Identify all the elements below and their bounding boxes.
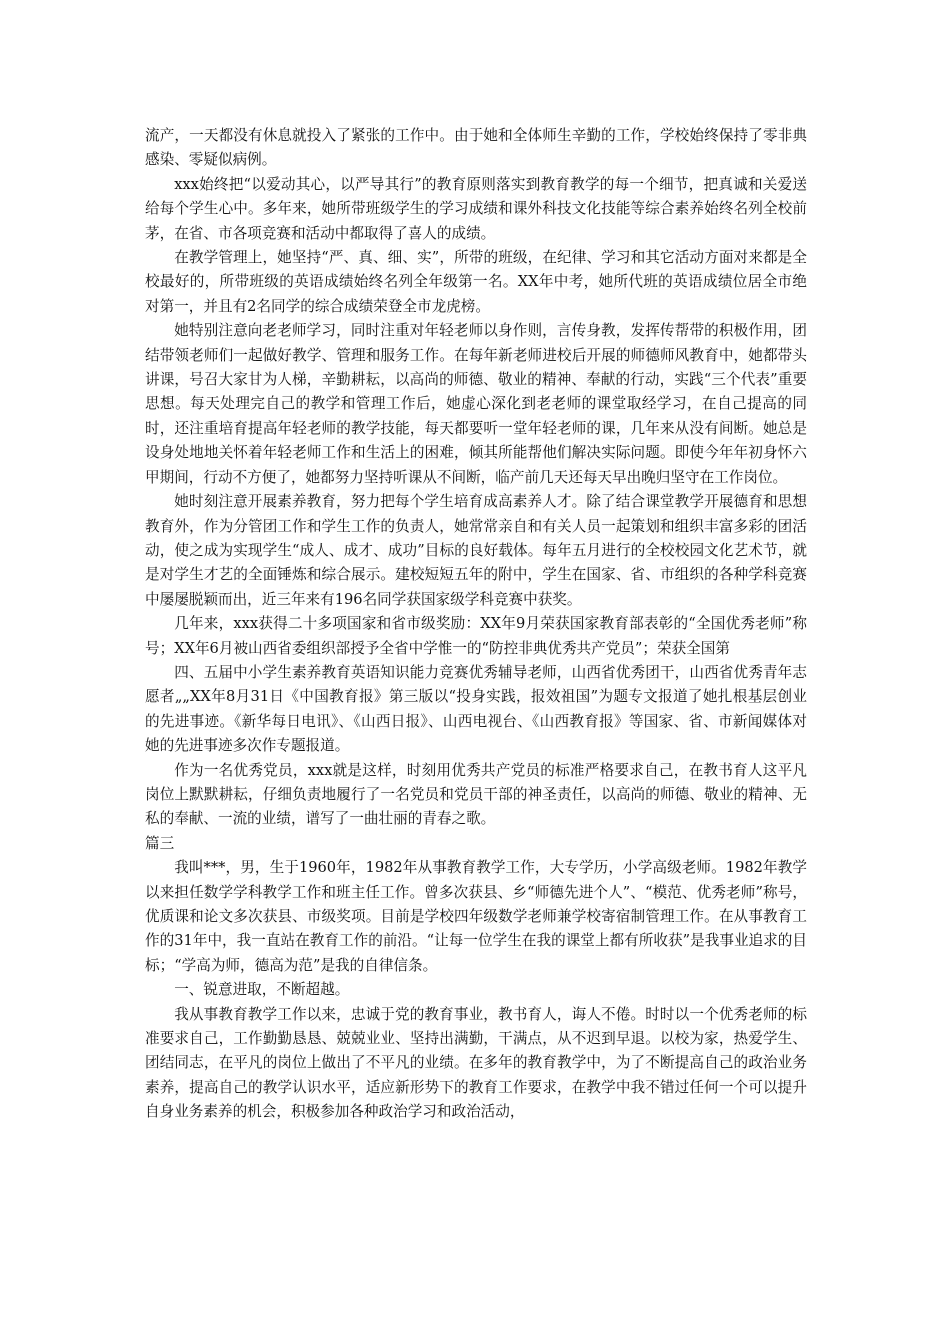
paragraph-3: 在教学管理上，她坚持“严、真、细、实”，所带的班级，在纪律、学习和其它活动方面对来都是全校最好的，所带班级的英语成绩始终名列全年级第一名。XX年中考，她所代班的英语成绩位居全市绝对第一，并且有2名同学的综合成绩荣登全市龙虎榜。: [145, 249, 807, 315]
paragraph-5: 她时刻注意开展素养教育，努力把每个学生培育成高素养人才。除了结合课堂教学开展德育和思想教育外，作为分管团工作和学生工作的负责人，她常常亲自和有关人员一起策划和组织丰富多彩的团活动，使之成为实现学生“成人、成才、成功”目标的良好载体。每年五月进行的全校校园文化艺术节，就是对学生才艺的全面锤炼和综合展示。建校短短五年的附中，学生在国家、省、市组织的各种学科竞赛中屡屡脱颖而出，近三年来有196名同学获国家级学科竞赛中获奖。: [145, 493, 807, 608]
paragraph-8: 作为一名优秀党员，xxx就是这样，时刻用优秀共产党员的标准严格要求自己，在教书育人这平凡岗位上默默耕耘，仔细负责地履行了一名党员和党员干部的神圣责任，以高尚的师德、敬业的精神、无私的奉献、一流的业绩，谱写了一曲壮丽的青春之歌。: [145, 761, 807, 828]
document-body: [145, 124, 807, 1125]
paragraph-10: 我从事教育教学工作以来，忠诚于党的教育事业，教书育人，诲人不倦。时时以一个优秀老师的标准要求自己，工作勤勤恳恳、兢兢业业、坚持出满勤，干满点，从不迟到早退。以校为家，热爱学生、团结同志，在平凡的岗位上做出了不平凡的业绩。在多年的教育教学中，为了不断提高自己的政治业务素养，提高自己的教学认识水平，适应新形势下的教育工作要求，在教学中我不错过任何一个可以提升自身业务素养的机会，积极参加各种政治学习和政治活动，: [145, 1005, 807, 1121]
section-heading: 篇三: [145, 834, 175, 852]
paragraph-2: xxx始终把“以爱动其心，以严导其行”的教育原则落实到教育教学的每一个细节，把真诚和关爱送给每个学生心中。多年来，她所带班级学生的学习成绩和课外科技文化技能等综合素养始终名列全校前茅，在省、市各项竞赛和活动中都取得了喜人的成绩。: [145, 175, 807, 242]
paragraph-7: 四、五届中小学生素养教育英语知识能力竞赛优秀辅导老师，山西省优秀团干，山西省优秀青年志愿者„„XX年8月31日《中国教育报》第三版以“投身实践，报效祖国”为题专文报道了她扎根基层创业的先进事迹。《新华每日电讯》、《山西日报》、山西电视台、《山西教育报》等国家、省、市新闻媒体对她的先进事迹多次作专题报道。: [145, 663, 807, 755]
paragraph-6: 几年来，xxx获得二十多项国家和省市级奖励：XX年9月荣获国家教育部表彰的“全国优秀老师”称号；XX年6月被山西省委组织部授予全省中学惟一的“防控非典优秀共产党员”；荣获全国第: [145, 615, 807, 657]
subheading-1: 一、锐意进取，不断超越。: [174, 981, 350, 999]
paragraph-4: 她特别注意向老老师学习，同时注重对年轻老师以身作则，言传身教，发挥传帮带的积极作用，团结带领老师们一起做好教学、管理和服务工作。在每年新老师进校后开展的师德师风教育中，她都带头讲课，号召大家甘为人梯，辛勤耕耘，以高尚的师德、敬业的精神、奉献的行动，实践“三个代表”重要思想。每天处理完自己的教学和管理工作后，她虚心深化到老老师的课堂取经学习，在自己提高的同时，还注重培育提高年轻老师的教学技能，每天都要听一堂年轻老师的课，几年来从没有间断。她总是设身处地地关怀着年轻老师工作和生活上的困难，倾其所能帮他们解决实际问题。即使今年年初身怀六甲期间，行动不方便了，她都努力坚持听课从不间断，临产前几天还每天早出晚归坚守在工作岗位。: [145, 322, 807, 486]
paragraph-1: 流产，一天都没有休息就投入了紧张的工作中。由于她和全体师生辛勤的工作，学校始终保持了零非典感染、零疑似病例。: [145, 127, 807, 169]
paragraph-9: 我叫***，男，生于1960年，1982年从事教育教学工作，大专学历，小学高级老师。1982年教学以来担任数学学科教学工作和班主任工作。曾多次获县、乡“师德先进个人”、“模范、优秀老师”称号，优质课和论文多次获县、市级奖项。目前是学校四年级数学老师兼学校寄宿制管理工作。在从事教育工作的31年中，我一直站在教育工作的前沿。“让每一位学生在我的课堂上都有所收获”是我事业追求的目标；“学高为师，德高为范”是我的自律信条。: [145, 859, 807, 974]
